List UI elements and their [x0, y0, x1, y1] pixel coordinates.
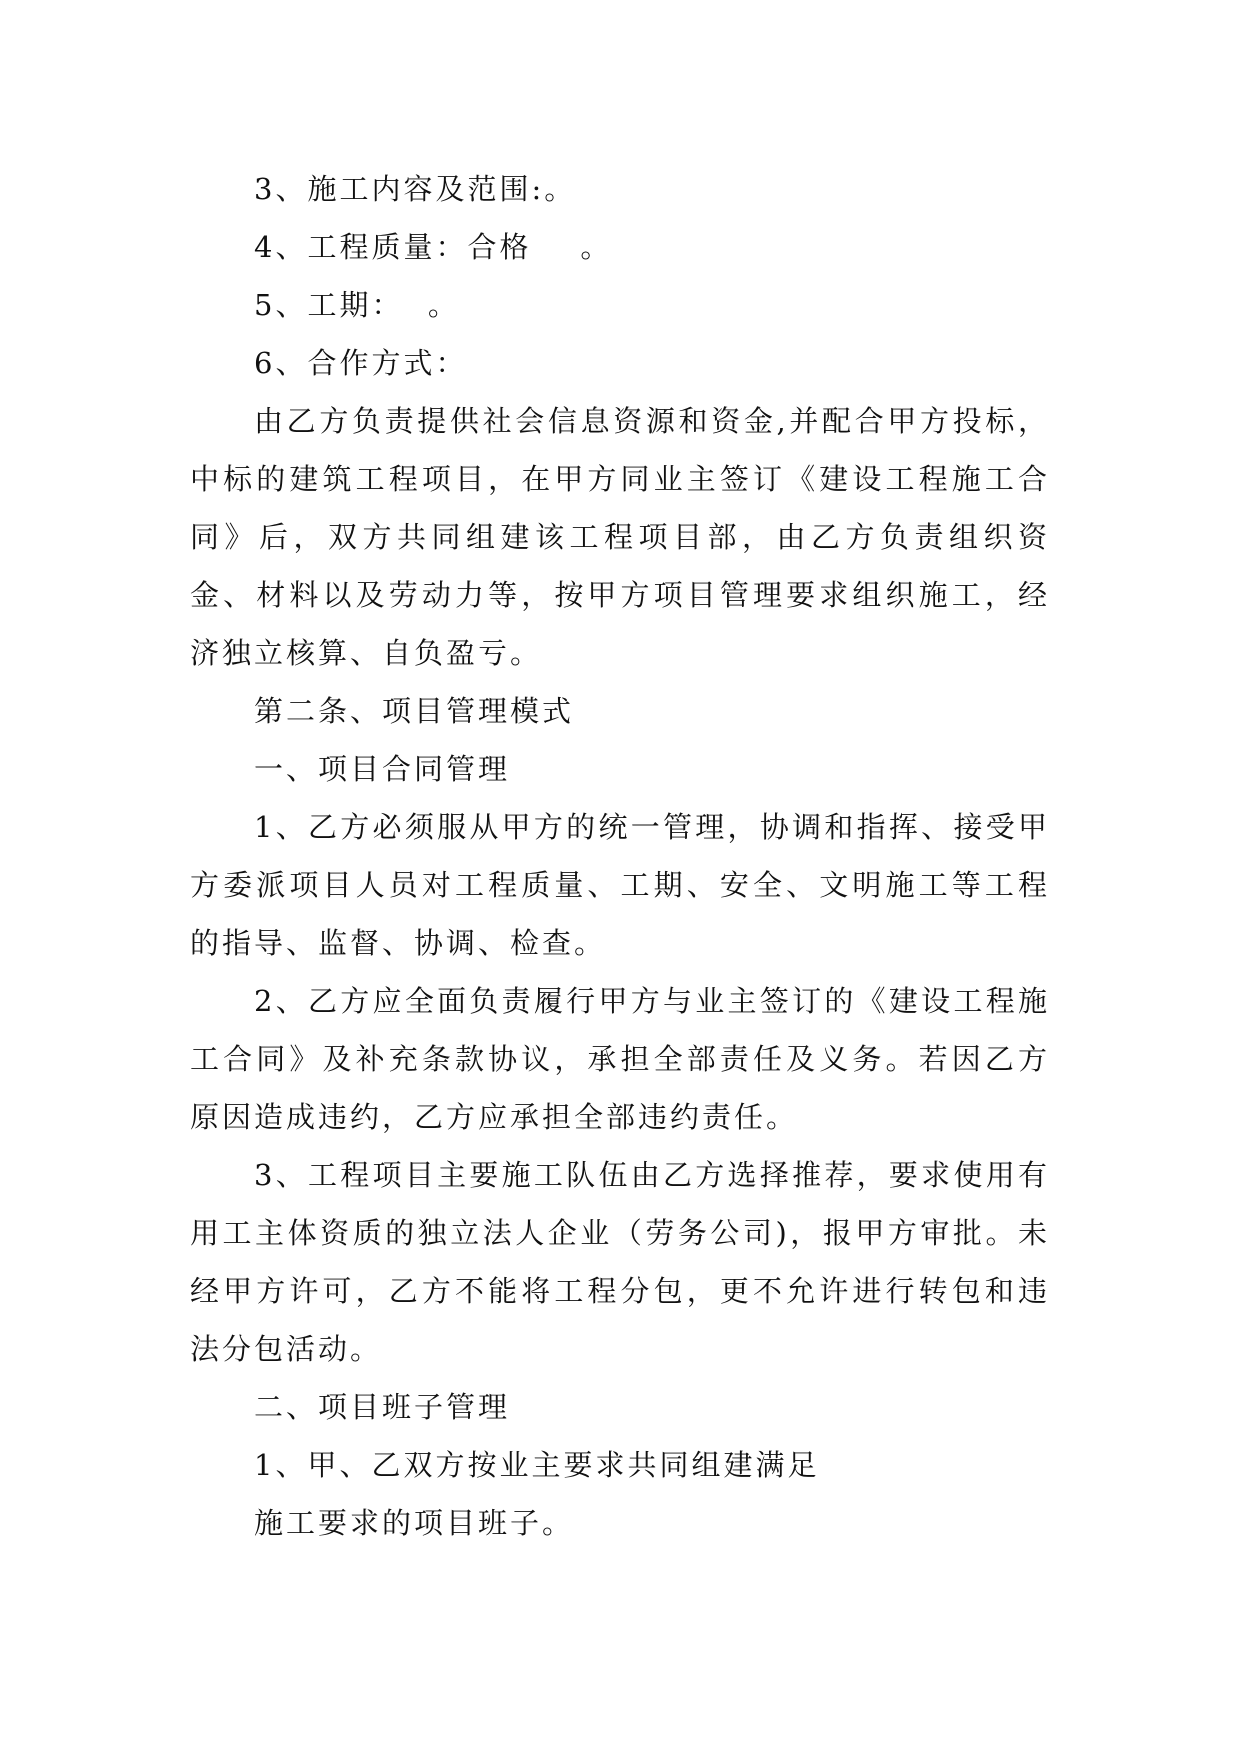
subheading-team-management: 二、项目班子管理	[254, 1390, 511, 1424]
paragraph-quality: 4、工程质量：合格 。	[254, 230, 613, 264]
paragraph-construction-scope: 3、施工内容及范围:。	[254, 172, 577, 206]
paragraph-team-1-continued: 施工要求的项目班子。	[254, 1506, 575, 1540]
paragraph-cooperation-mode: 6、合作方式：	[254, 346, 468, 380]
document-body	[190, 160, 1050, 1552]
subheading-contract-management: 一、项目合同管理	[254, 752, 511, 786]
paragraph-management-2: 2、乙方应全面负责履行甲方与业主签订的《建设工程施工合同》及补充条款协议，承担全部责任及义务。若因乙方原因造成违约，乙方应承担全部违约责任。	[190, 984, 1050, 1134]
paragraph-duration: 5、工期： 。	[254, 288, 460, 322]
paragraph-team-1: 1、甲、乙双方按业主要求共同组建满足	[254, 1448, 820, 1482]
paragraph-cooperation-detail: 由乙方负责提供社会信息资源和资金,并配合甲方投标，中标的建筑工程项目，在甲方同业主签订《建设工程施工合同》后，双方共同组建该工程项目部，由乙方负责组织资金、材料以及劳动力等，按甲方项目管理要求组织施工，经济独立核算、自负盈亏。	[190, 404, 1050, 670]
paragraph-management-1: 1、乙方必须服从甲方的统一管理，协调和指挥、接受甲方委派项目人员对工程质量、工期、安全、文明施工等工程的指导、监督、协调、检查。	[190, 810, 1050, 960]
paragraph-management-3: 3、工程项目主要施工队伍由乙方选择推荐，要求使用有用工主体资质的独立法人企业（劳务公司)，报甲方审批。未经甲方许可，乙方不能将工程分包，更不允许进行转包和违法分包活动。	[190, 1158, 1050, 1366]
section-heading-article-two: 第二条、项目管理模式	[254, 694, 575, 728]
